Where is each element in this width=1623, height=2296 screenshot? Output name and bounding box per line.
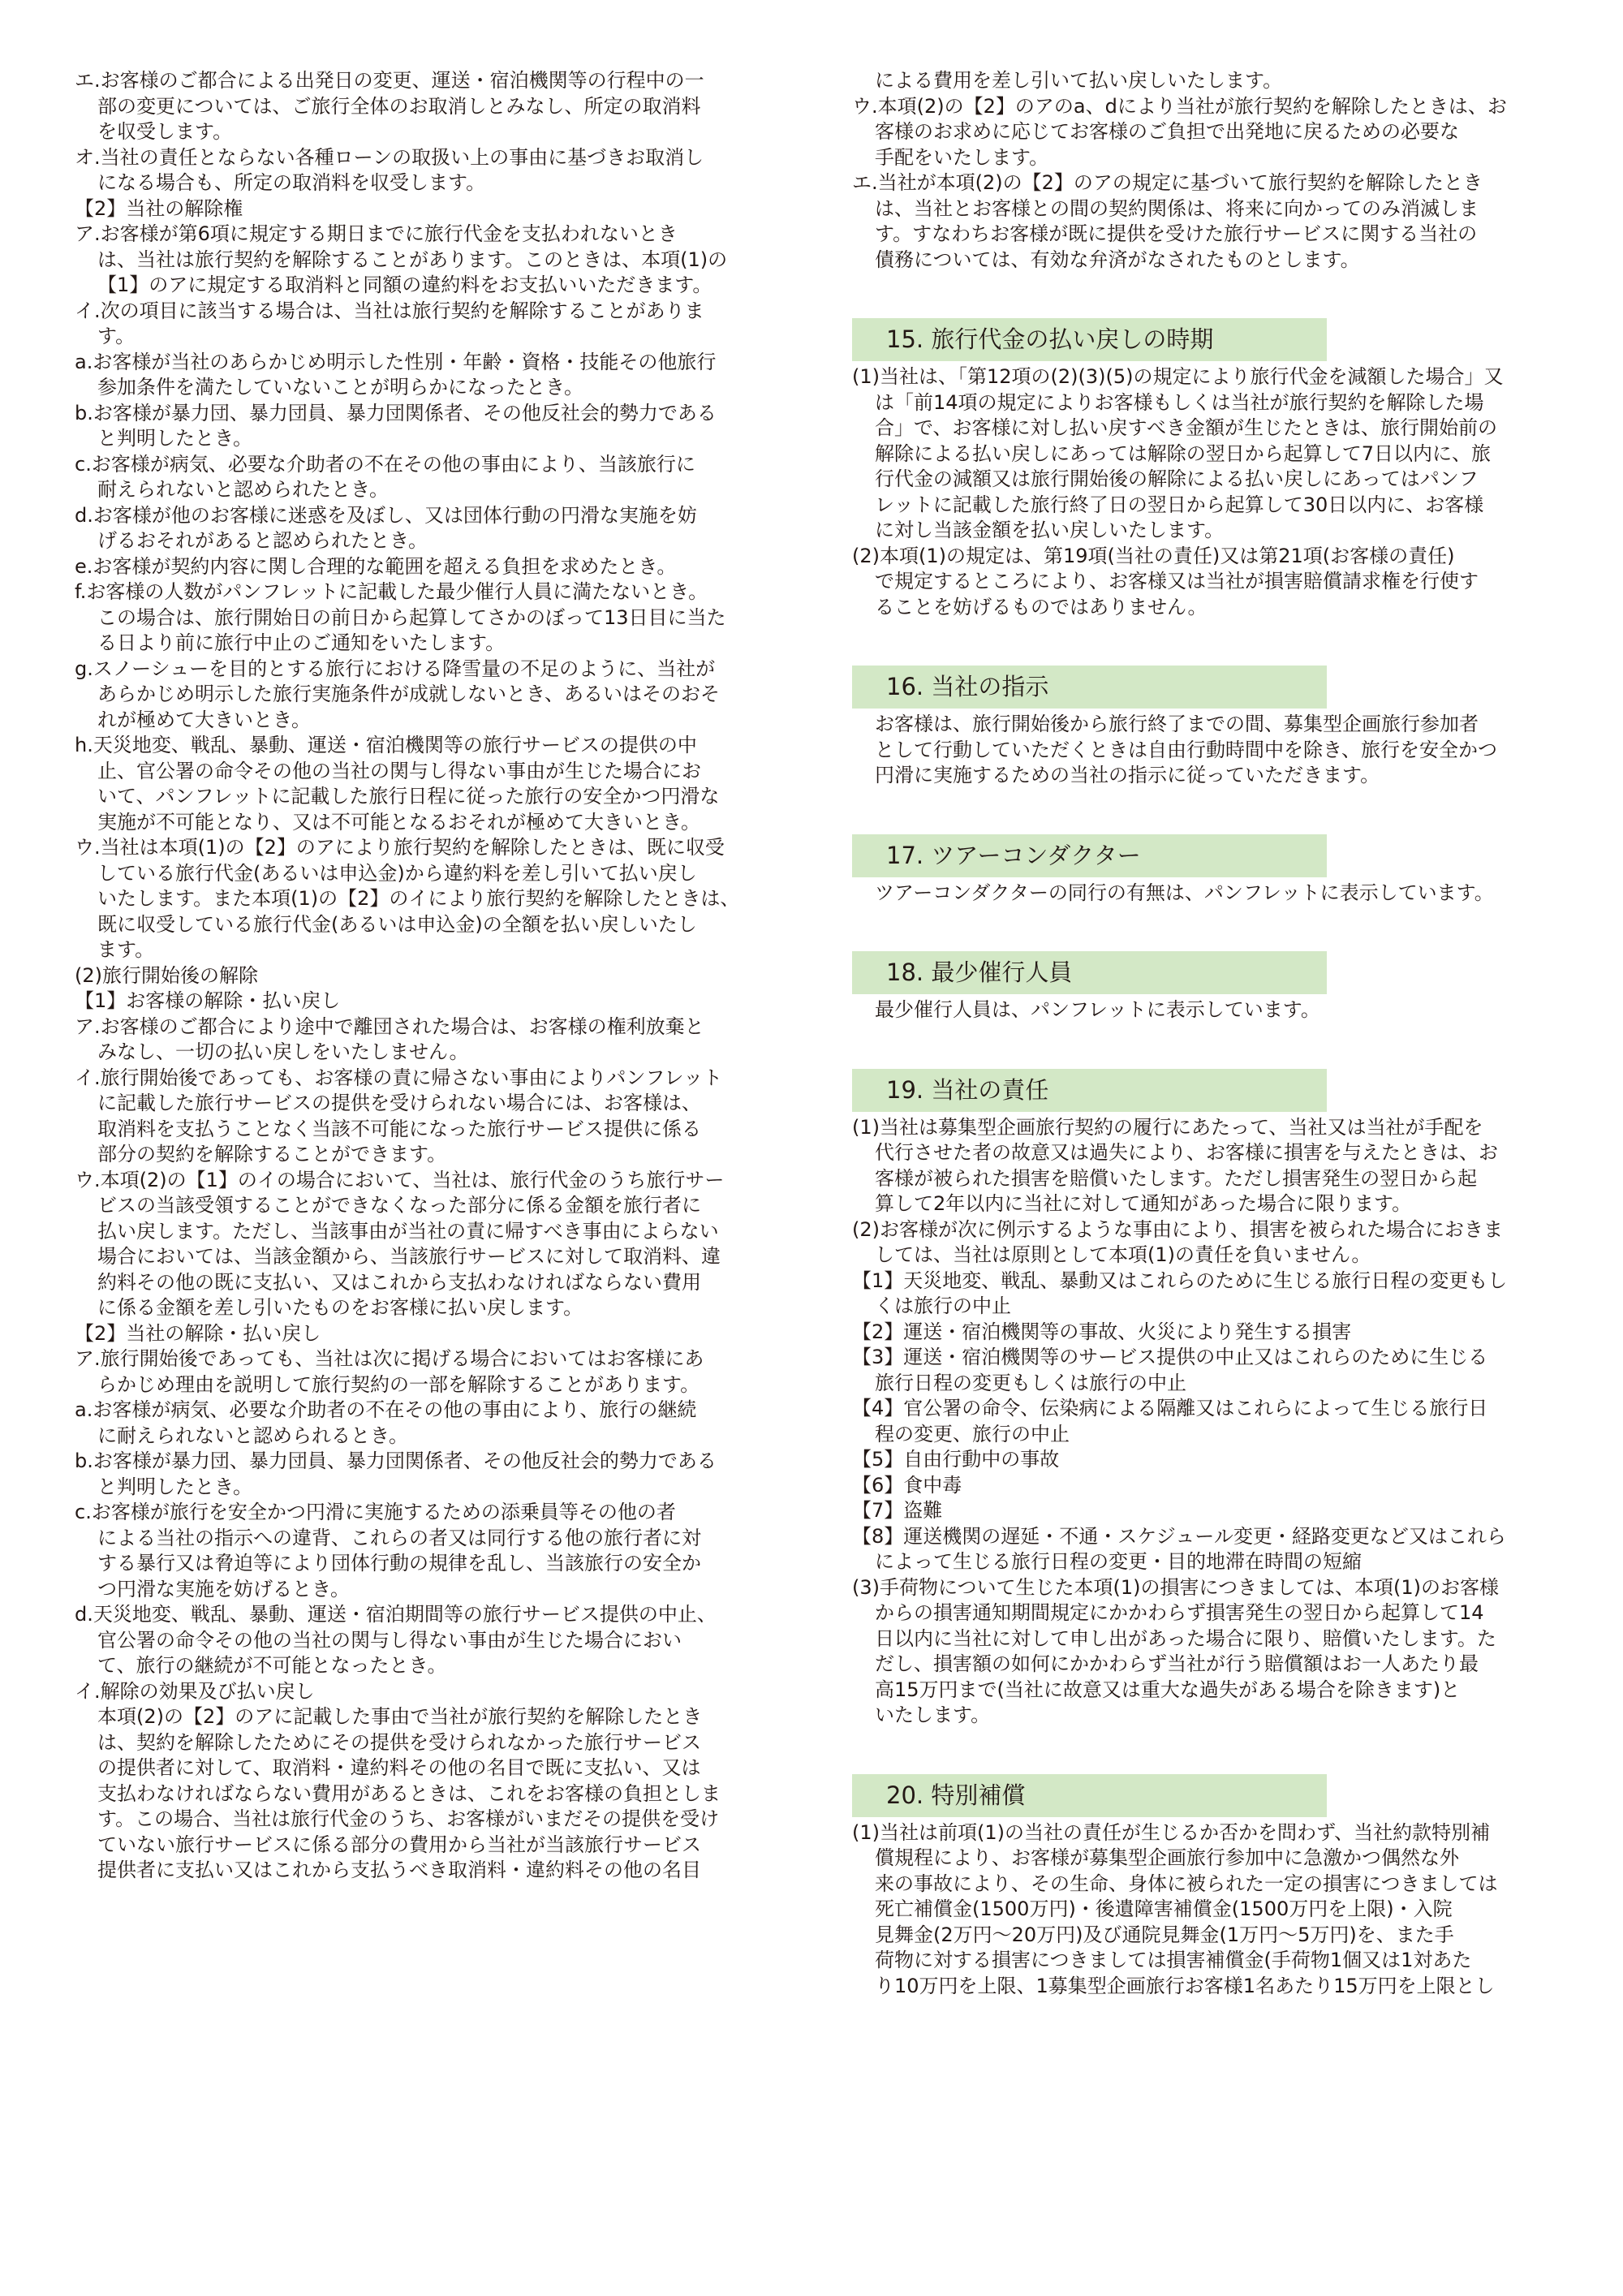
text-line: 債務については、有効な弁済がなされたものとします。 [875,248,1360,271]
text-line: る日より前に旅行中止のご通知をいたします。 [97,631,506,654]
text-line: お客様は、旅行開始後から旅行終了までの間、募集型企画旅行参加者 [875,713,1479,735]
text-line: ア.お客様のご都合により途中で離団された場合は、お客様の権利放棄と [75,1014,704,1038]
text-line: に対し当該金額を払い戻しいたします。 [875,519,1225,541]
text-line: による費用を差し引いて払い戻しいたします。 [875,69,1283,92]
text-line: f.お客様の人数がパンフレットに記載した最少催行人員に満たないとき。 [75,580,708,603]
text-line: みなし、一切の払い戻しをいたしません。 [97,1040,469,1063]
text-line: は、契約を解除したためにその提供を受けられなかった旅行サービス [97,1730,701,1754]
text-line: d.お客様が他のお客様に迷惑を及ぼし、又は団体行動の円滑な実施を妨 [75,503,697,527]
text-line: 程の変更、旅行の中止 [875,1422,1070,1445]
text-line: くは旅行の中止 [875,1294,1011,1317]
text-line: 部の変更については、ご旅行全体のお取消しとみなし、所定の取消料 [97,94,701,118]
text-line: として行動していただくときは自由行動時間中を除き、旅行を安全かつ [875,738,1498,761]
text-line: 【1】のアに規定する取消料と同額の違約料をお支払いいただきます。 [97,274,712,296]
text-line: この場合は、旅行開始日の前日から起算してさかのぼって13日目に当た [97,605,726,629]
text-line: a.お客様が当社のあらかじめ明示した性別・年齢・資格・技能その他旅行 [75,350,717,373]
text-line: は、当社は旅行契約を解除することがあります。このときは、本項(1)の [97,248,728,271]
text-line: 解除による払い戻しにあっては解除の翌日から起算して7日以内に、旅 [875,442,1492,465]
text-line: 行代金の減額又は旅行開始後の解除による払い戻しにあってはパンフ [875,467,1479,490]
text-line: になる場合も、所定の取消料を収受します。 [97,171,486,194]
text-line: 払い戻します。ただし、当該事由が当社の責に帰すべき事由によらない [97,1219,719,1243]
text-line: する暴行又は脅迫等により団体行動の規律を乱し、当該旅行の安全か [97,1552,701,1574]
text-line: 【7】盗難 [852,1499,943,1522]
text-line: h.天災地変、戦乱、暴動、運送・宿泊機関等の旅行サービスの提供の中 [75,734,697,756]
text-line: ることを妨げるものではありません。 [875,595,1208,618]
text-line: ていない旅行サービスに係る部分の費用から当社が当該旅行サービス [97,1833,701,1856]
text-line: ア.お客様が第6項に規定する期日までに旅行代金を支払われないとき [75,222,678,245]
section-spacer [852,273,1558,300]
section-heading: 18. 最少催行人員 [852,951,1327,994]
text-line: ア.旅行開始後であっても、当社は次に掲げる場合においてはお客様にあ [75,1347,704,1370]
text-line: 算して2年以内に当社に対して通知があった場合に限ります。 [875,1192,1412,1215]
text-line: 【1】天災地変、戦乱、暴動又はこれらのために生じる旅行日程の変更もし [852,1269,1508,1292]
text-line: つ円滑な実施を妨げるとき。 [97,1577,351,1600]
text-line: 円滑に実施するための当社の指示に従っていただきます。 [875,764,1380,786]
text-line: c.お客様が旅行を安全かつ円滑に実施するための添乗員等その他の者 [75,1501,676,1523]
text-line: 代行させた者の故意又は過失により、お客様に損害を与えたときは、お [875,1141,1498,1164]
text-line: 【2】当社の解除・払い戻し [75,1321,321,1345]
text-line: げるおそれがあると認められたとき。 [97,529,428,552]
text-line: b.お客様が暴力団、暴力団員、暴力団関係者、その他反社会的勢力である [75,401,717,424]
text-line: 高15万円まで(当社に故意又は重大な過失がある場合を除きます)と [875,1678,1461,1701]
text-line: 客様が被られた損害を賠償いたします。ただし損害発生の翌日から起 [875,1166,1478,1190]
text-line: は「前14項の規定によりお客様もしくは当社が旅行契約を解除した場 [875,390,1484,414]
section-heading: 19. 当社の責任 [852,1069,1327,1112]
text-line: らかじめ理由を説明して旅行契約の一部を解除することがあります。 [97,1372,700,1396]
text-line: している旅行代金(あるいは申込金)から違約料を差し引いて払い戻し [97,861,697,885]
text-line: 【1】お客様の解除・払い戻し [75,989,341,1012]
text-line: 【8】運送機関の遅延・不通・スケジュール変更・経路変更など又はこれら [852,1524,1506,1548]
text-line: 手配をいたします。 [875,145,1049,169]
text-line: 耐えられないと認められたとき。 [97,478,390,501]
text-line: オ.当社の責任とならない各種ローンの取扱い上の事由に基づきお取消し [75,145,704,169]
text-line: 旅行日程の変更もしくは旅行の中止 [875,1371,1186,1394]
section-heading: 15. 旅行代金の払い戻しの時期 [852,318,1327,361]
text-line: は、当社とお客様との間の契約関係は、将来に向かってのみ消滅しま [875,196,1479,220]
text-line: によって生じる旅行日程の変更・目的地滞在時間の短縮 [875,1550,1362,1573]
text-line: 最少催行人員は、パンフレットに表示しています。 [875,998,1320,1021]
text-line: エ.当社が本項(2)の【2】のアの規定に基づいて旅行契約を解除したとき [852,171,1483,194]
text-line: 止、官公署の命令その他の当社の関与し得ない事由が生じた場合にお [97,759,701,782]
text-line: に係る金額を差し引いたものをお客様に払い戻します。 [97,1296,583,1319]
text-line: 取消料を支払うことなく当該不可能になった旅行サービス提供に係る [97,1117,701,1140]
text-line: g.スノーシューを目的とする旅行における降雪量の不足のように、当社が [75,657,716,680]
text-line: エ.お客様のご都合による出発日の変更、運送・宿泊機関等の行程中の一 [75,69,704,92]
text-line: ウ.本項(2)の【2】のアのa、dにより当社が旅行契約を解除したときは、お [852,94,1507,118]
text-line: 官公署の命令その他の当社の関与し得ない事由が生じた場合におい [97,1628,682,1652]
text-line: で規定するところにより、お客様又は当社が損害賠償請求権を行使す [875,570,1479,592]
section-spacer [852,789,1558,816]
text-line: 【2】運送・宿泊機関等の事故、火災により発生する損害 [852,1320,1352,1343]
text-line: だし、損害額の如何にかかわらず当社が行う賠償額はお一人あたり最 [875,1652,1479,1675]
section-spacer [852,906,1558,933]
text-line: (2)本項(1)の規定は、第19項(当社の責任)又は第21項(お客様の責任) [852,544,1455,567]
text-line: り10万円を上限、1募集型企画旅行お客様1名あたり15万円を上限とし [875,1974,1495,1997]
text-line: いて、パンフレットに記載した旅行日程に従った旅行の安全かつ円滑な [97,785,720,808]
text-line: に記載した旅行サービスの提供を受けられない場合には、お客様は、 [97,1092,701,1114]
text-line: と判明したとき。 [97,427,253,450]
text-line: d.天災地変、戦乱、暴動、運送・宿泊期間等の旅行サービス提供の中止、 [75,1603,717,1626]
text-line: c.お客様が病気、必要な介助者の不在その他の事由により、当該旅行に [75,452,695,476]
text-line: 提供者に支払い又はこれから支払うべき取消料・違約料その他の名目 [97,1859,701,1881]
text-line: ウ.本項(2)の【1】のイの場合において、当社は、旅行代金のうち旅行サー [75,1168,725,1191]
text-line: 【4】官公署の命令、伝染病による隔離又はこれらによって生じる旅行日 [852,1397,1488,1419]
text-line: による当社の指示への違背、これらの者又は同行する他の旅行者に対 [97,1526,701,1549]
text-line: イ.解除の効果及び払い戻し [75,1679,315,1703]
text-line: (1)当社は、「第12項の(2)(3)(5)の規定により旅行代金を減額した場合」又 [852,365,1504,388]
text-line: 参加条件を満たしていないことが明らかになったとき。 [97,376,584,398]
text-line: 【6】食中毒 [852,1473,962,1497]
text-line: て、旅行の継続が不可能となったとき。 [97,1654,447,1677]
text-line: ツアーコンダクターの同行の有無は、パンフレットに表示しています。 [875,881,1494,904]
text-line: からの損害通知期間規定にかかわらず損害発生の翌日から起算して14 [875,1601,1484,1624]
text-line: 合」で、お客様に対し払い戻すべき金額が生じたときは、旅行開始前の [875,416,1498,439]
text-line: (2)旅行開始後の解除 [75,963,258,987]
text-line: 約料その他の既に支払い、又はこれから支払わなければならない費用 [97,1270,701,1294]
text-line: 部分の契約を解除することができます。 [97,1143,447,1165]
text-line: を収受します。 [97,120,233,143]
text-line: ビスの当該受領することができなくなった部分に係る金額を旅行者に [97,1194,701,1217]
text-line: す。 [97,325,136,347]
text-line: (1)当社は募集型企画旅行契約の履行にあたって、当社又は当社が手配を [852,1115,1483,1139]
text-line: す。すなわちお客様が既に提供を受けた旅行サービスに関する当社の [875,222,1478,245]
right-column [852,68,1558,1999]
section-spacer [852,1729,1558,1756]
text-line: レットに記載した旅行終了日の翌日から起算して30日以内に、お客様 [875,493,1484,516]
text-line: 客様のお求めに応じてお客様のご負担で出発地に戻るための必要な [875,120,1459,143]
text-line: (2)お客様が次に例示するような事由により、損害を被られた場合におきま [852,1217,1503,1241]
text-line: 場合においては、当該金額から、当該旅行サービスに対して取消料、違 [97,1245,721,1268]
section-heading: 16. 当社の指示 [852,666,1327,709]
text-line: a.お客様が病気、必要な介助者の不在その他の事由により、旅行の継続 [75,1398,697,1421]
section-spacer [852,1023,1558,1051]
text-line: 【2】当社の解除権 [75,196,243,220]
text-line: いたします。また本項(1)の【2】のイにより旅行契約を解除したときは、 [97,887,740,910]
text-line: の提供者に対して、取消料・違約料その他の名目で既に支払い、又は [97,1756,701,1779]
text-line: いたします。 [875,1704,991,1726]
text-line: れが極めて大きいとき。 [97,708,312,731]
text-line: e.お客様が契約内容に関し合理的な範囲を超える負担を求めたとき。 [75,554,677,578]
section-heading: 20. 特別補償 [852,1774,1327,1817]
text-line: イ.次の項目に該当する場合は、当社は旅行契約を解除することがありま [75,299,704,322]
text-line: に耐えられないと認められるとき。 [97,1424,409,1447]
text-line: 荷物に対する損害につきましては損害補償金(手荷物1個又は1対あた [875,1949,1472,1971]
text-line: 既に収受している旅行代金(あるいは申込金)の全額を払い戻しいたし [97,912,697,936]
text-line: ウ.当社は本項(1)の【2】のアにより旅行契約を解除したときは、既に収受 [75,836,725,859]
text-line: 【3】運送・宿泊機関等のサービス提供の中止又はこれらのために生じる [852,1346,1488,1368]
text-line: 【5】自由行動中の事故 [852,1448,1060,1471]
text-line: 償規程により、お客様が募集型企画旅行参加中に急激かつ偶然な外 [875,1846,1459,1869]
text-line: b.お客様が暴力団、暴力団員、暴力団関係者、その他反社会的勢力である [75,1450,717,1472]
text-line: ます。 [97,938,155,961]
section-spacer [852,620,1558,648]
text-line: イ.旅行開始後であっても、お客様の責に帰さない事由によりパンフレット [75,1066,723,1089]
left-column [75,68,794,1884]
text-line: す。この場合、当社は旅行代金のうち、お客様がいまだその提供を受け [97,1807,720,1830]
text-line: 見舞金(2万円〜20万円)及び通院見舞金(1万円〜5万円)を、また手 [875,1923,1454,1946]
text-line: 来の事故により、その生命、身体に被られた一定の損害につきましては [875,1872,1498,1895]
text-line: (1)当社は前項(1)の当社の責任が生じるか否かを問わず、当社約款特別補 [852,1820,1491,1844]
text-line: 死亡補償金(1500万円)・後遺障害補償金(1500万円を上限)・入院 [875,1898,1453,1920]
section-heading: 17. ツアーコンダクター [852,834,1327,877]
text-line: 支払わなければならない費用があるときは、これをお客様の負担としま [97,1781,721,1805]
text-line: 実施が不可能となり、又は不可能となるおそれが極めて大きいとき。 [97,810,701,834]
text-line: 日以内に当社に対して申し出があった場合に限り、賠償いたします。た [875,1626,1496,1650]
text-line: (3)手荷物について生じた本項(1)の損害につきましては、本項(1)のお客様 [852,1575,1500,1599]
text-line: しては、当社は原則として本項(1)の責任を負いません。 [875,1243,1371,1266]
text-line: と判明したとき。 [97,1475,253,1498]
text-line: あらかじめ明示した旅行実施条件が成就しないとき、あるいはそのおそ [97,683,721,705]
text-line: 本項(2)の【2】のアに記載した事由で当社が旅行契約を解除したとき [97,1705,703,1728]
